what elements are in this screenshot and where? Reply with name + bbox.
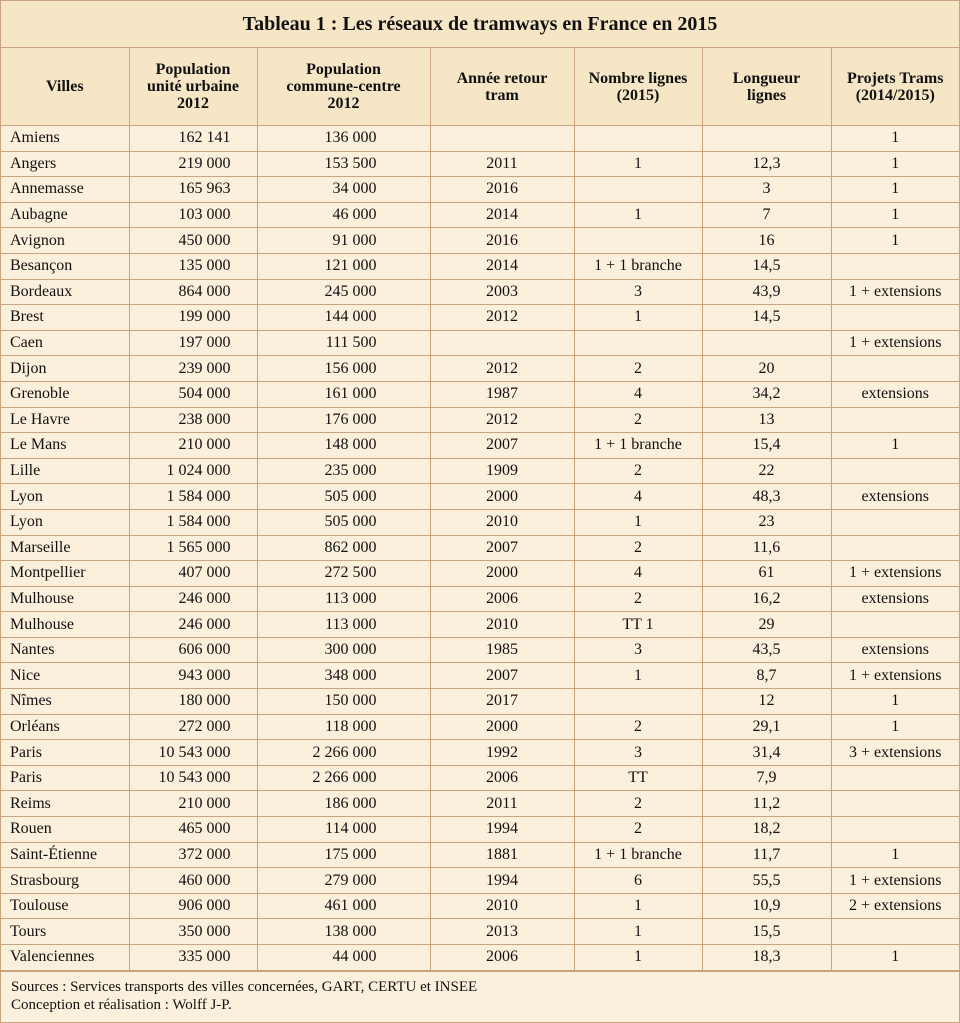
cell-projets: 1	[831, 202, 959, 228]
cell-longueur: 14,5	[702, 305, 831, 331]
cell-projets: 1 + extensions	[831, 868, 959, 894]
cell-longueur: 8,7	[702, 663, 831, 689]
cell-population-commune: 2 266 000	[257, 740, 430, 766]
cell-longueur: 11,6	[702, 535, 831, 561]
cell-nombre-lignes: 1	[574, 919, 702, 945]
credit-note: Conception et réalisation : Wolff J-P.	[11, 996, 232, 1013]
cell-population-commune: 44 000	[257, 945, 430, 971]
cell-projets: extensions	[831, 637, 959, 663]
table-row	[1, 151, 959, 177]
cell-population-unite: 350 000	[129, 919, 257, 945]
cell-projets: extensions	[831, 381, 959, 407]
cell-longueur: 13	[702, 407, 831, 433]
cell-ville: Valenciennes	[1, 945, 129, 971]
cell-population-unite: 10 543 000	[129, 740, 257, 766]
cell-annee: 2000	[430, 561, 574, 587]
cell-population-commune: 118 000	[257, 714, 430, 740]
cell-population-commune: 245 000	[257, 279, 430, 305]
cell-population-commune: 111 500	[257, 330, 430, 356]
cell-population-commune: 348 000	[257, 663, 430, 689]
header-line: Population	[155, 61, 231, 78]
cell-population-commune: 272 500	[257, 561, 430, 587]
cell-ville: Mulhouse	[1, 586, 129, 612]
cell-nombre-lignes	[574, 177, 702, 203]
cell-population-unite: 460 000	[129, 868, 257, 894]
cell-nombre-lignes: 1 + 1 branche	[574, 433, 702, 459]
cell-nombre-lignes: 2	[574, 356, 702, 382]
cell-projets: 1 + extensions	[831, 279, 959, 305]
cell-annee: 1985	[430, 637, 574, 663]
cell-ville: Annemasse	[1, 177, 129, 203]
table-row	[1, 126, 959, 152]
cell-longueur: 7	[702, 202, 831, 228]
cell-nombre-lignes	[574, 228, 702, 254]
cell-population-commune: 175 000	[257, 842, 430, 868]
table-row	[1, 356, 959, 382]
table-row	[1, 202, 959, 228]
table-row	[1, 561, 959, 587]
header-population-commune-centre	[257, 48, 430, 126]
table-row	[1, 279, 959, 305]
cell-ville: Bordeaux	[1, 279, 129, 305]
cell-annee: 2000	[430, 714, 574, 740]
cell-ville: Toulouse	[1, 893, 129, 919]
cell-ville: Strasbourg	[1, 868, 129, 894]
cell-ville: Amiens	[1, 126, 129, 152]
cell-population-commune: 461 000	[257, 893, 430, 919]
cell-annee: 1909	[430, 458, 574, 484]
table-row	[1, 689, 959, 715]
cell-longueur: 12,3	[702, 151, 831, 177]
cell-nombre-lignes	[574, 330, 702, 356]
header-line: Villes	[45, 78, 84, 95]
cell-population-unite: 372 000	[129, 842, 257, 868]
cell-ville: Brest	[1, 305, 129, 331]
cell-nombre-lignes: 3	[574, 740, 702, 766]
table-footer	[1, 971, 959, 1014]
cell-population-unite: 210 000	[129, 433, 257, 459]
cell-population-commune: 144 000	[257, 305, 430, 331]
cell-projets	[831, 817, 959, 843]
cell-ville: Lyon	[1, 509, 129, 535]
cell-longueur: 7,9	[702, 765, 831, 791]
cell-annee: 2016	[430, 228, 574, 254]
cell-annee: 2006	[430, 945, 574, 971]
cell-population-unite: 219 000	[129, 151, 257, 177]
header-line: tram	[485, 86, 519, 104]
sources-note: Sources : Services transports des villes concernées, GART, CERTU et INSEE	[11, 978, 478, 995]
cell-population-unite: 162 141	[129, 126, 257, 152]
header-line: (2015)	[616, 86, 660, 104]
cell-ville: Dijon	[1, 356, 129, 382]
cell-population-commune: 862 000	[257, 535, 430, 561]
cell-longueur: 31,4	[702, 740, 831, 766]
cell-population-commune: 136 000	[257, 126, 430, 152]
cell-projets	[831, 253, 959, 279]
header-line: Longueur	[732, 69, 801, 87]
cell-population-commune: 161 000	[257, 381, 430, 407]
cell-annee	[430, 330, 574, 356]
table-row	[1, 868, 959, 894]
cell-nombre-lignes: 4	[574, 561, 702, 587]
table-row	[1, 791, 959, 817]
cell-projets	[831, 791, 959, 817]
header-population-unite-urbaine	[129, 48, 257, 126]
cell-population-commune: 300 000	[257, 637, 430, 663]
cell-ville: Orléans	[1, 714, 129, 740]
cell-nombre-lignes: 1	[574, 945, 702, 971]
table-title: Tableau 1 : Les réseaux de tramways en France en 2015	[1, 1, 959, 48]
header-line: Population	[306, 61, 381, 78]
cell-ville: Paris	[1, 765, 129, 791]
cell-population-commune: 156 000	[257, 356, 430, 382]
cell-longueur: 48,3	[702, 484, 831, 510]
cell-annee: 1994	[430, 817, 574, 843]
cell-population-unite: 1 565 000	[129, 535, 257, 561]
cell-annee: 2014	[430, 253, 574, 279]
cell-population-commune: 176 000	[257, 407, 430, 433]
cell-annee: 2003	[430, 279, 574, 305]
cell-projets: 3 + extensions	[831, 740, 959, 766]
cell-projets: 2 + extensions	[831, 893, 959, 919]
cell-ville: Caen	[1, 330, 129, 356]
cell-ville: Avignon	[1, 228, 129, 254]
cell-population-unite: 239 000	[129, 356, 257, 382]
cell-ville: Montpellier	[1, 561, 129, 587]
cell-projets	[831, 407, 959, 433]
cell-longueur: 11,2	[702, 791, 831, 817]
cell-nombre-lignes: 4	[574, 484, 702, 510]
header-line: unité urbaine	[146, 78, 239, 95]
cell-population-unite: 272 000	[129, 714, 257, 740]
cell-ville: Lyon	[1, 484, 129, 510]
cell-longueur: 29,1	[702, 714, 831, 740]
cell-population-commune: 113 000	[257, 612, 430, 638]
header-line: 2012	[177, 95, 209, 112]
cell-longueur: 11,7	[702, 842, 831, 868]
cell-annee: 2012	[430, 305, 574, 331]
cell-population-commune: 46 000	[257, 202, 430, 228]
cell-population-unite: 197 000	[129, 330, 257, 356]
cell-projets: 1	[831, 945, 959, 971]
cell-nombre-lignes: 3	[574, 279, 702, 305]
header-line: lignes	[746, 86, 787, 104]
cell-nombre-lignes: 6	[574, 868, 702, 894]
cell-ville: Marseille	[1, 535, 129, 561]
header-nombre-lignes	[574, 48, 702, 126]
cell-longueur	[702, 126, 831, 152]
cell-projets: 1	[831, 126, 959, 152]
cell-annee: 1881	[430, 842, 574, 868]
cell-nombre-lignes: 3	[574, 637, 702, 663]
cell-projets: extensions	[831, 586, 959, 612]
cell-longueur: 12	[702, 689, 831, 715]
cell-annee: 2017	[430, 689, 574, 715]
table-row	[1, 663, 959, 689]
cell-projets: 1	[831, 433, 959, 459]
cell-population-commune: 138 000	[257, 919, 430, 945]
cell-annee: 2000	[430, 484, 574, 510]
cell-population-unite: 1 584 000	[129, 484, 257, 510]
cell-ville: Tours	[1, 919, 129, 945]
cell-projets	[831, 765, 959, 791]
cell-nombre-lignes: 2	[574, 714, 702, 740]
cell-annee: 1994	[430, 868, 574, 894]
cell-population-unite: 606 000	[129, 637, 257, 663]
cell-ville: Paris	[1, 740, 129, 766]
cell-annee: 2006	[430, 765, 574, 791]
cell-nombre-lignes	[574, 126, 702, 152]
table-row	[1, 407, 959, 433]
cell-projets: 1 + extensions	[831, 561, 959, 587]
table-row	[1, 484, 959, 510]
cell-population-commune: 114 000	[257, 817, 430, 843]
cell-nombre-lignes: 1 + 1 branche	[574, 253, 702, 279]
cell-population-unite: 450 000	[129, 228, 257, 254]
cell-annee: 2010	[430, 612, 574, 638]
cell-longueur: 16	[702, 228, 831, 254]
table-row	[1, 919, 959, 945]
cell-longueur: 18,2	[702, 817, 831, 843]
cell-ville: Nice	[1, 663, 129, 689]
cell-nombre-lignes: 4	[574, 381, 702, 407]
table-row	[1, 433, 959, 459]
cell-nombre-lignes: 1	[574, 663, 702, 689]
header-line: Année retour	[456, 69, 548, 87]
table-row	[1, 817, 959, 843]
cell-projets	[831, 458, 959, 484]
cell-longueur: 43,9	[702, 279, 831, 305]
table-row	[1, 177, 959, 203]
cell-annee: 2010	[430, 509, 574, 535]
cell-projets: 1 + extensions	[831, 663, 959, 689]
table-row	[1, 586, 959, 612]
table-row	[1, 535, 959, 561]
header-annee-retour-tram	[430, 48, 574, 126]
table-row	[1, 381, 959, 407]
cell-ville: Angers	[1, 151, 129, 177]
cell-annee: 2007	[430, 433, 574, 459]
cell-projets: 1	[831, 177, 959, 203]
cell-population-unite: 1 584 000	[129, 509, 257, 535]
table-row	[1, 612, 959, 638]
header-row	[1, 48, 959, 126]
cell-population-unite: 10 543 000	[129, 765, 257, 791]
cell-population-unite: 1 024 000	[129, 458, 257, 484]
cell-projets: 1	[831, 151, 959, 177]
cell-population-commune: 34 000	[257, 177, 430, 203]
cell-nombre-lignes: 1 + 1 branche	[574, 842, 702, 868]
cell-population-unite: 943 000	[129, 663, 257, 689]
table-row	[1, 893, 959, 919]
cell-population-unite: 246 000	[129, 612, 257, 638]
cell-ville: Le Havre	[1, 407, 129, 433]
cell-longueur: 18,3	[702, 945, 831, 971]
cell-population-commune: 121 000	[257, 253, 430, 279]
cell-population-unite: 135 000	[129, 253, 257, 279]
cell-population-commune: 2 266 000	[257, 765, 430, 791]
cell-annee: 2011	[430, 151, 574, 177]
cell-annee: 2012	[430, 407, 574, 433]
cell-nombre-lignes: 2	[574, 407, 702, 433]
cell-annee: 2007	[430, 663, 574, 689]
cell-longueur: 55,5	[702, 868, 831, 894]
header-longueur-lignes	[702, 48, 831, 126]
table-row	[1, 305, 959, 331]
cell-nombre-lignes: TT	[574, 765, 702, 791]
cell-longueur: 10,9	[702, 893, 831, 919]
cell-population-unite: 246 000	[129, 586, 257, 612]
cell-annee: 2012	[430, 356, 574, 382]
cell-population-commune: 113 000	[257, 586, 430, 612]
cell-population-commune: 505 000	[257, 484, 430, 510]
cell-projets	[831, 535, 959, 561]
cell-ville: Reims	[1, 791, 129, 817]
header-villes	[1, 48, 129, 126]
cell-nombre-lignes: 1	[574, 151, 702, 177]
cell-population-commune: 153 500	[257, 151, 430, 177]
cell-nombre-lignes: 2	[574, 817, 702, 843]
cell-population-commune: 505 000	[257, 509, 430, 535]
cell-nombre-lignes: 1	[574, 509, 702, 535]
table-row	[1, 945, 959, 971]
cell-projets: 1	[831, 689, 959, 715]
cell-projets: 1 + extensions	[831, 330, 959, 356]
table-row	[1, 253, 959, 279]
cell-nombre-lignes: 2	[574, 535, 702, 561]
tram-networks-table	[1, 48, 959, 971]
header-line: (2014/2015)	[855, 86, 935, 104]
table-row	[1, 842, 959, 868]
cell-nombre-lignes	[574, 689, 702, 715]
cell-annee: 2013	[430, 919, 574, 945]
cell-population-commune: 279 000	[257, 868, 430, 894]
cell-projets	[831, 919, 959, 945]
cell-annee: 2007	[430, 535, 574, 561]
table-row	[1, 714, 959, 740]
cell-population-unite: 103 000	[129, 202, 257, 228]
table-row	[1, 330, 959, 356]
cell-projets	[831, 305, 959, 331]
cell-population-unite: 165 963	[129, 177, 257, 203]
cell-nombre-lignes: 1	[574, 305, 702, 331]
cell-longueur	[702, 330, 831, 356]
cell-annee: 2011	[430, 791, 574, 817]
cell-longueur: 14,5	[702, 253, 831, 279]
cell-projets	[831, 356, 959, 382]
cell-ville: Lille	[1, 458, 129, 484]
cell-ville: Nantes	[1, 637, 129, 663]
table-row	[1, 458, 959, 484]
cell-population-unite: 864 000	[129, 279, 257, 305]
cell-nombre-lignes: 2	[574, 791, 702, 817]
cell-population-commune: 186 000	[257, 791, 430, 817]
cell-ville: Saint-Étienne	[1, 842, 129, 868]
cell-longueur: 34,2	[702, 381, 831, 407]
table-row	[1, 765, 959, 791]
cell-population-unite: 407 000	[129, 561, 257, 587]
cell-projets: 1	[831, 228, 959, 254]
cell-longueur: 15,5	[702, 919, 831, 945]
cell-ville: Besançon	[1, 253, 129, 279]
cell-ville: Rouen	[1, 817, 129, 843]
table-body	[1, 126, 959, 971]
cell-population-unite: 199 000	[129, 305, 257, 331]
cell-longueur: 61	[702, 561, 831, 587]
header-line: 2012	[327, 95, 360, 112]
cell-population-unite: 210 000	[129, 791, 257, 817]
table-row	[1, 740, 959, 766]
cell-ville: Le Mans	[1, 433, 129, 459]
table-row	[1, 637, 959, 663]
cell-nombre-lignes: 2	[574, 586, 702, 612]
cell-population-commune: 148 000	[257, 433, 430, 459]
cell-population-commune: 150 000	[257, 689, 430, 715]
cell-projets	[831, 509, 959, 535]
header-projets-trams	[831, 48, 959, 126]
cell-longueur: 43,5	[702, 637, 831, 663]
cell-annee: 2016	[430, 177, 574, 203]
cell-projets: 1	[831, 842, 959, 868]
cell-annee: 2014	[430, 202, 574, 228]
cell-nombre-lignes: TT 1	[574, 612, 702, 638]
cell-population-unite: 465 000	[129, 817, 257, 843]
cell-projets	[831, 612, 959, 638]
cell-longueur: 22	[702, 458, 831, 484]
cell-annee	[430, 126, 574, 152]
cell-annee: 1992	[430, 740, 574, 766]
cell-longueur: 16,2	[702, 586, 831, 612]
cell-longueur: 15,4	[702, 433, 831, 459]
cell-projets: extensions	[831, 484, 959, 510]
cell-nombre-lignes: 1	[574, 893, 702, 919]
cell-population-unite: 238 000	[129, 407, 257, 433]
cell-ville: Nîmes	[1, 689, 129, 715]
cell-longueur: 29	[702, 612, 831, 638]
header-line: commune-centre	[286, 78, 401, 95]
cell-annee: 2010	[430, 893, 574, 919]
header-line: Nombre lignes	[588, 69, 688, 87]
cell-population-unite: 180 000	[129, 689, 257, 715]
cell-nombre-lignes: 1	[574, 202, 702, 228]
cell-annee: 1987	[430, 381, 574, 407]
cell-ville: Mulhouse	[1, 612, 129, 638]
header-line: Projets Trams	[847, 69, 944, 87]
cell-projets: 1	[831, 714, 959, 740]
table-row	[1, 228, 959, 254]
cell-nombre-lignes: 2	[574, 458, 702, 484]
cell-population-unite: 335 000	[129, 945, 257, 971]
cell-longueur: 20	[702, 356, 831, 382]
cell-population-unite: 504 000	[129, 381, 257, 407]
cell-longueur: 23	[702, 509, 831, 535]
table-row	[1, 509, 959, 535]
cell-population-commune: 91 000	[257, 228, 430, 254]
cell-ville: Grenoble	[1, 381, 129, 407]
cell-population-unite: 906 000	[129, 893, 257, 919]
cell-annee: 2006	[430, 586, 574, 612]
cell-longueur: 3	[702, 177, 831, 203]
cell-population-commune: 235 000	[257, 458, 430, 484]
cell-ville: Aubagne	[1, 202, 129, 228]
